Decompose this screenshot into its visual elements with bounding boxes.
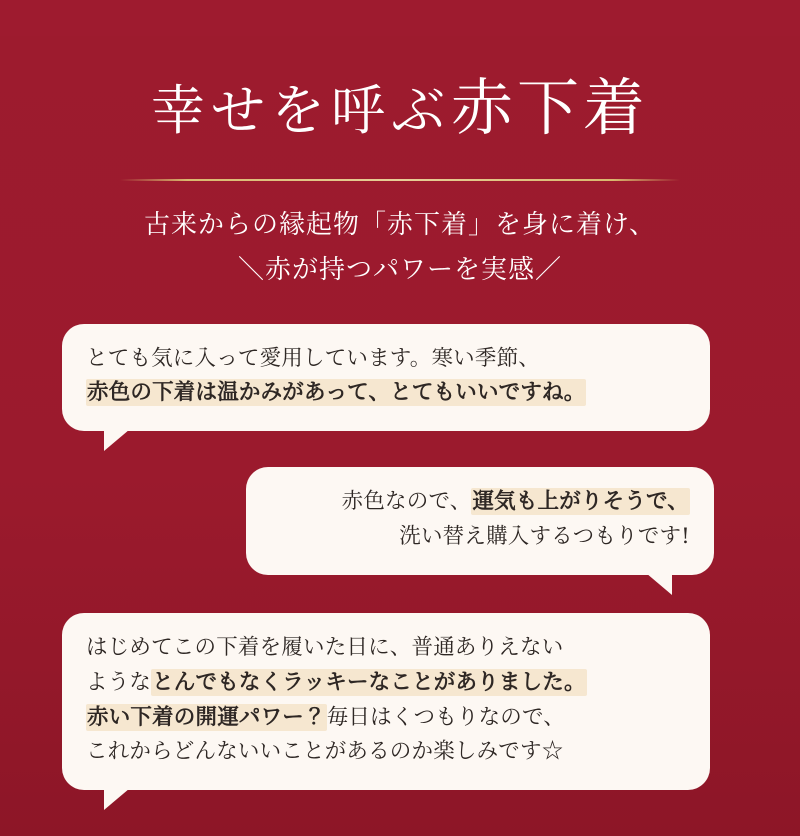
highlighted-text: 運気も上がりそうで、	[472, 489, 689, 515]
testimonial-line	[86, 701, 686, 736]
plain-text: 毎日はくつもりなので、	[326, 704, 565, 730]
testimonial-line	[270, 485, 690, 520]
bubble-tail-icon	[104, 788, 130, 810]
testimonial-bubble-1	[62, 324, 710, 432]
testimonial-3-content	[86, 631, 686, 770]
plain-text: はじめてこの下着を履いた日に、普通ありえない	[86, 634, 564, 660]
testimonial-line	[86, 735, 686, 770]
testimonial-line	[86, 342, 686, 377]
subtitle-line-2: ＼赤が持つパワーを実感／	[237, 255, 562, 286]
testimonial-line	[86, 631, 686, 666]
promo-page	[0, 36, 800, 836]
title-main: 赤下着	[450, 71, 649, 145]
testimonial-bubble-3	[62, 613, 710, 790]
testimonial-line	[86, 376, 686, 411]
bubble-tail-icon	[646, 573, 672, 595]
plain-text: 赤色なので、	[341, 489, 472, 515]
plain-text: とても気に入って愛用しています。寒い季節、	[86, 345, 540, 371]
highlighted-text: 赤い下着の開運パワー？	[87, 704, 326, 730]
highlighted-text: 赤色の下着は温かみがあって、とてもいいですね。	[87, 380, 586, 406]
testimonial-bubble-2	[246, 467, 714, 575]
gold-divider	[120, 179, 680, 181]
plain-text: 洗い替え購入するつもりです!	[399, 524, 690, 550]
subtitle-line-1: 古来からの縁起物「赤下着」を身に着け、	[144, 209, 656, 240]
testimonial-1-content	[86, 342, 686, 412]
highlighted-text: とんでもなくラッキーなことがありました。	[152, 669, 586, 695]
plain-text: ような	[86, 669, 152, 695]
testimonial-list	[0, 324, 800, 791]
testimonial-line	[270, 520, 690, 555]
title-prefix: 幸せを呼ぶ	[150, 79, 451, 143]
bubble-tail-icon	[104, 429, 130, 451]
page-subtitle	[0, 203, 800, 294]
plain-text: これからどんないいことがあるのか楽しみです☆	[86, 739, 564, 765]
page-title	[0, 36, 800, 145]
testimonial-2-content	[270, 485, 690, 555]
testimonial-line	[86, 666, 686, 701]
